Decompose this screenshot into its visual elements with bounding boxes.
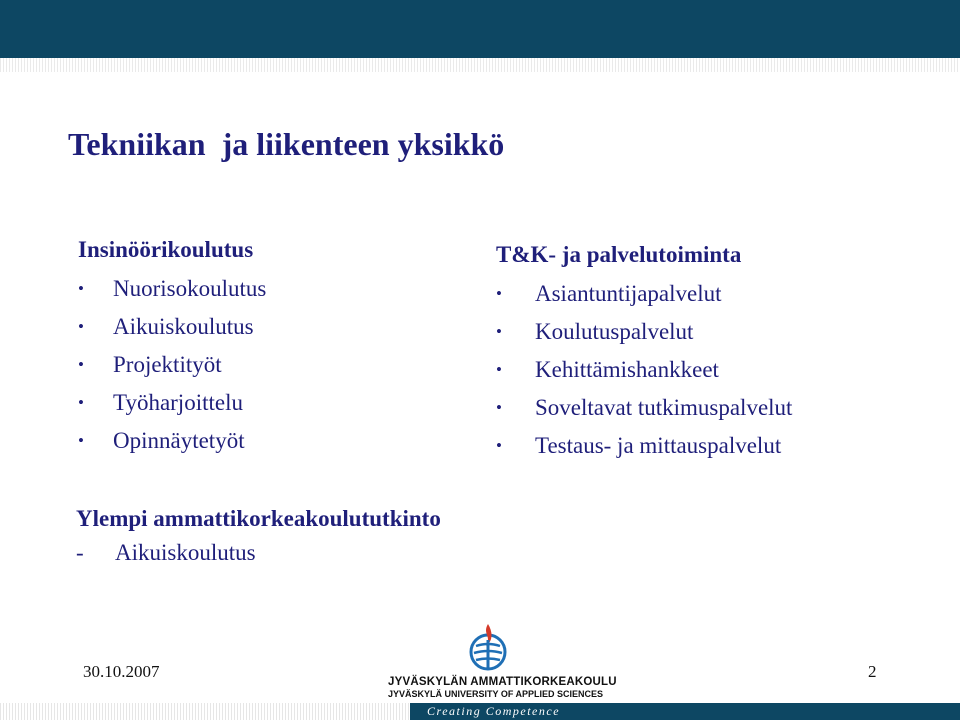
bullet: • bbox=[78, 355, 84, 374]
page-number: 2 bbox=[868, 662, 877, 681]
dash-marker: - bbox=[76, 540, 84, 565]
bottom-section-label: Aikuiskoulutus bbox=[115, 540, 256, 565]
list-item-label: Projektityöt bbox=[113, 352, 222, 377]
list-item-label: Koulutuspalvelut bbox=[535, 319, 694, 344]
footer-pattern bbox=[0, 703, 410, 720]
list-item-label: Testaus- ja mittauspalvelut bbox=[535, 433, 782, 458]
bullet: • bbox=[496, 322, 502, 341]
bottom-section-heading: Ylempi ammattikorkeakoulututkinto bbox=[76, 506, 441, 531]
bullet: • bbox=[496, 398, 502, 417]
footer-date: 30.10.2007 bbox=[83, 662, 160, 681]
institution-name: JYVÄSKYLÄN AMMATTIKORKEAKOULU bbox=[388, 676, 617, 688]
list-item-label: Opinnäytetyöt bbox=[113, 428, 245, 453]
list-item-label: Työharjoittelu bbox=[113, 390, 243, 415]
bullet: • bbox=[78, 393, 84, 412]
list-item-label: Aikuiskoulutus bbox=[113, 314, 254, 339]
bullet: • bbox=[496, 360, 502, 379]
institution-subtitle: JYVÄSKYLÄ UNIVERSITY OF APPLIED SCIENCES bbox=[388, 689, 604, 699]
bullet: • bbox=[496, 436, 502, 455]
header-pattern bbox=[0, 58, 960, 72]
bullet: • bbox=[78, 279, 84, 298]
list-item-label: Soveltavat tutkimuspalvelut bbox=[535, 395, 793, 420]
header-bar bbox=[0, 0, 960, 58]
list-item-label: Nuorisokoulutus bbox=[113, 276, 267, 301]
tagline: Creating Competence bbox=[427, 704, 561, 718]
slide-title: Tekniikan ja liikenteen yksikkö bbox=[68, 126, 505, 162]
flame-globe-icon bbox=[462, 622, 514, 672]
bullet: • bbox=[78, 431, 84, 450]
right-column-heading: T&K- ja palvelutoiminta bbox=[496, 242, 742, 267]
list-item-label: Asiantuntijapalvelut bbox=[535, 281, 722, 306]
bullet: • bbox=[496, 284, 502, 303]
bullet: • bbox=[78, 317, 84, 336]
left-column-heading: Insinöörikoulutus bbox=[78, 237, 254, 262]
list-item-label: Kehittämishankkeet bbox=[535, 357, 719, 382]
